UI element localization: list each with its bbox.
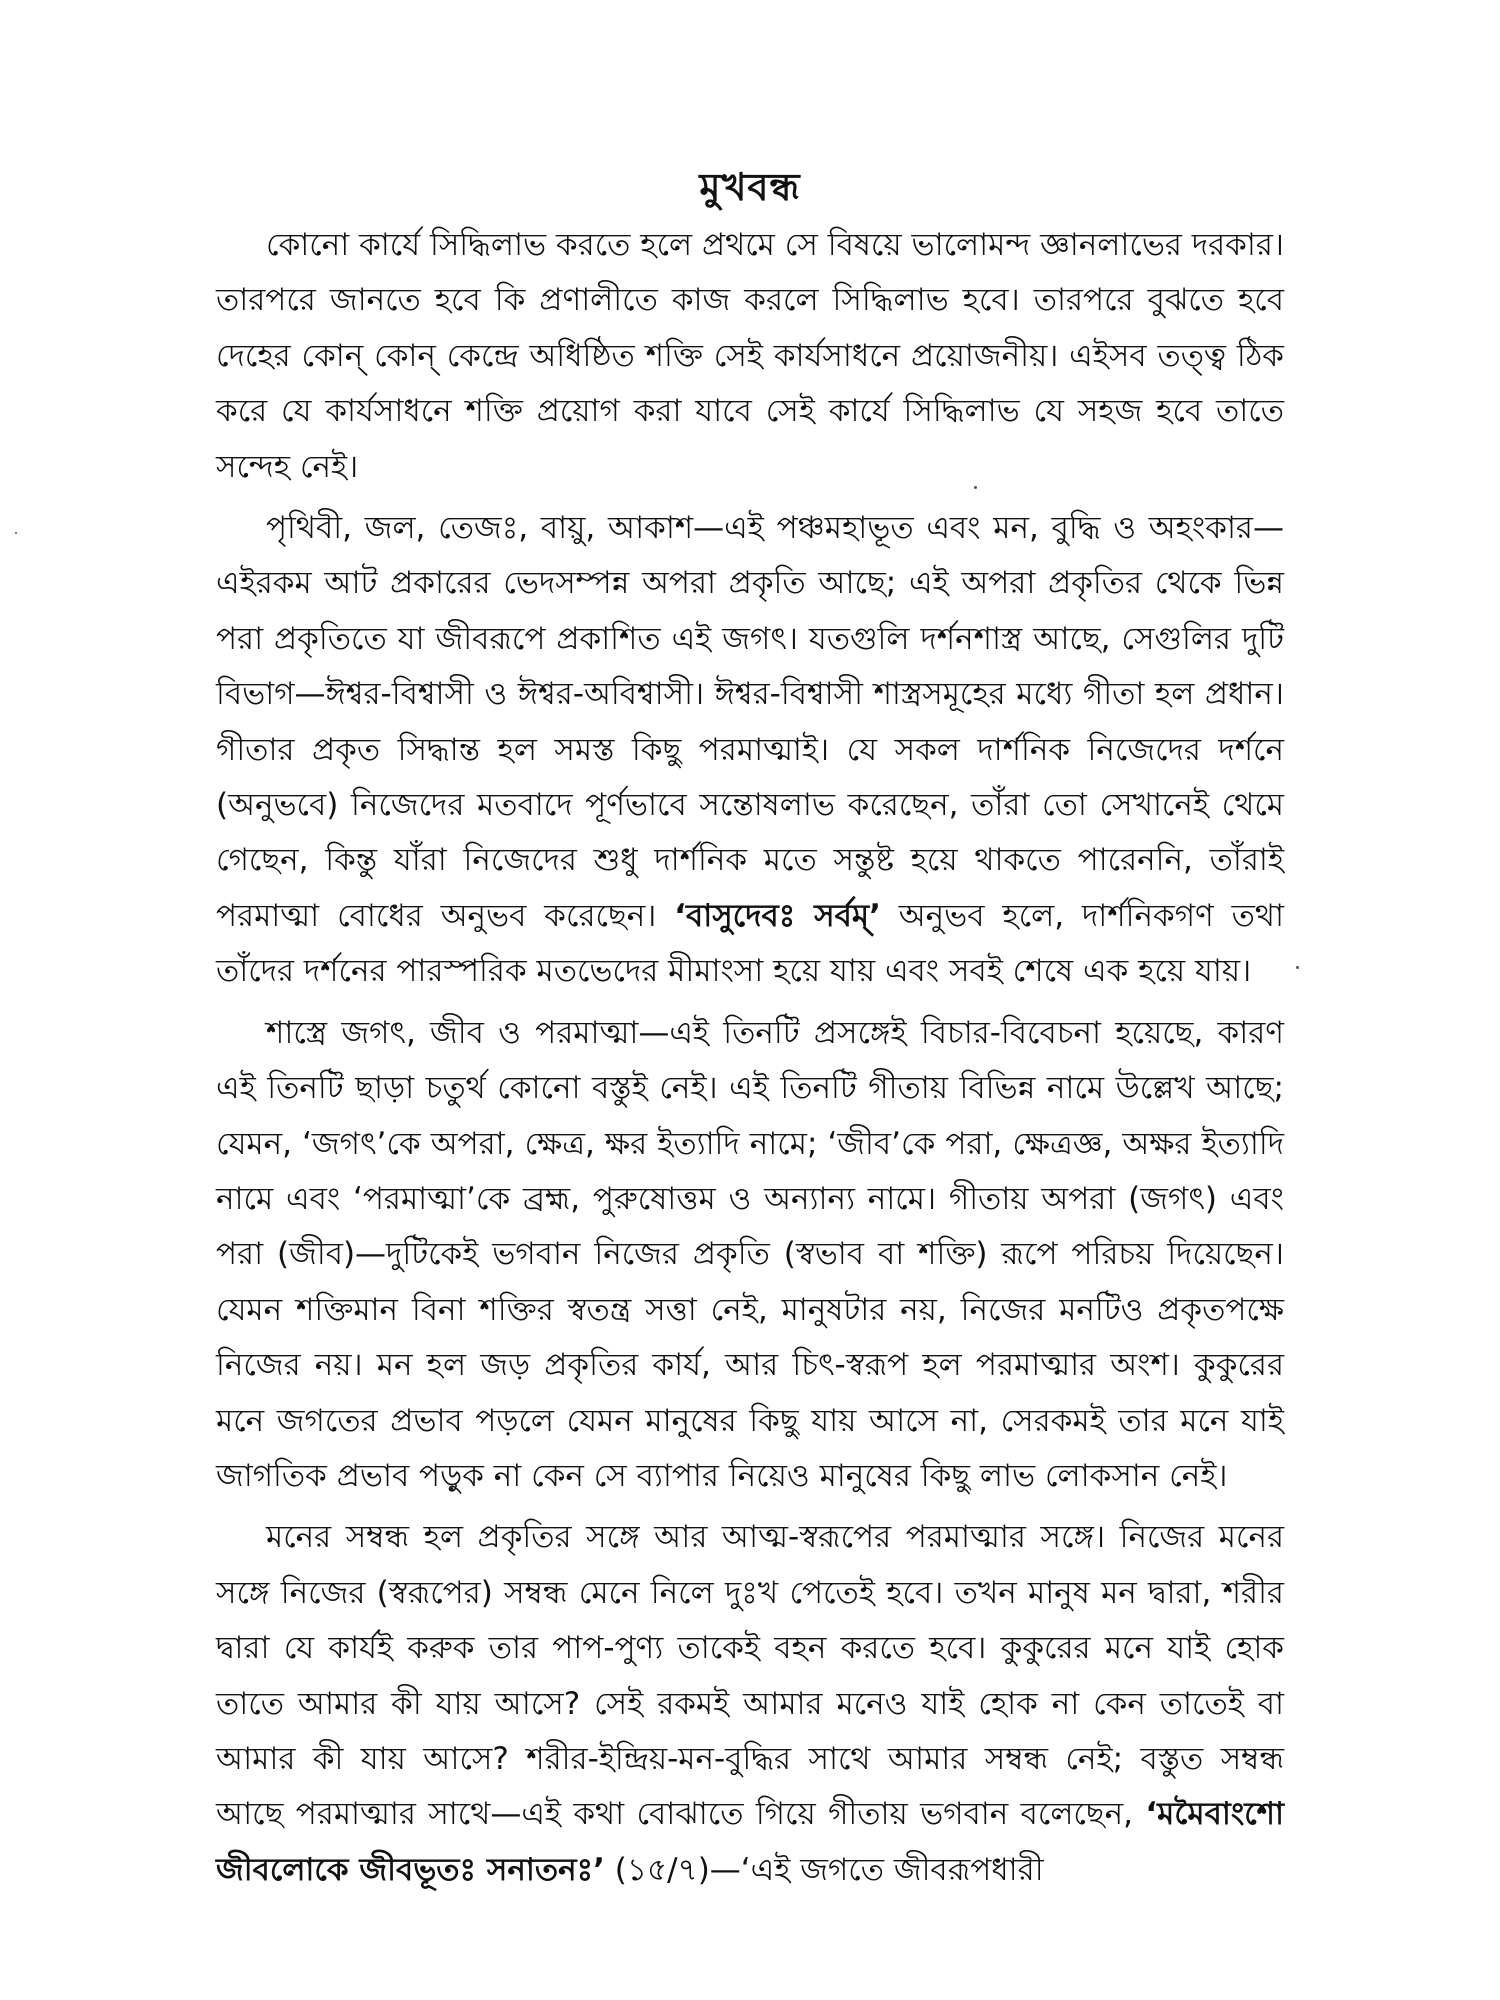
paragraph-4 [216, 1510, 1284, 1898]
page-title: মুখবন্ধ [699, 165, 801, 209]
paragraph-3: শাস্ত্রে জগৎ, জীব ও পরমাত্মা—এই তিনটি প্রসঙ্গেই বিচার-বিবেচনা হয়েছে, কারণ এই তিনটি ছাড়া চতুর্থ কোনো বস্তুই নেই। এই তিনটি গীতায় বিভিন্ন নামে উল্লেখ আছে; যেমন, ‘জগৎ’কে অপরা, ক্ষেত্র, ক্ষর ইত্যাদি নামে; ‘জীব’কে পরা, ক্ষেত্রজ্ঞ, অক্ষর ইত্যাদি নামে এবং ‘পরমাত্মা’কে ব্রহ্ম, পুরুষোত্তম ও অন্যান্য নামে। গীতায় অপরা (জগৎ) এবং পরা (জীব)—দুটিকেই ভগবান নিজের প্রকৃতি (স্বভাব বা শক্তি) রূপে পরিচয় দিয়েছেন। যেমন শক্তিমান বিনা শক্তির স্বতন্ত্র সত্তা নেই, মানুষটার নয়, নিজের মনটিও প্রকৃতপক্ষে নিজের নয়। মন হল জড় প্রকৃতির কার্য, আর চিৎ-স্বরূপ হল পরমাত্মার অংশ। কুকুরের মনে জগতের প্রভাব পড়লে যেমন মানুষের কিছু যায় আসে না, সেরকমই তার মনে যাই জাগতিক প্রভাব পড়ুক না কেন সে ব্যাপার নিয়েও মানুষের কিছু লাভ লোকসান নেই। [216, 1014, 1284, 1494]
paragraph-4-emphasis: ‘মমৈবাংশো জীবলোকে জীবভূতঃ সনাতনঃ’ [216, 1796, 1284, 1888]
body-text [216, 218, 1284, 1898]
paragraph-4-text-after: (১৫/৭)—‘এই জগতে জীবরূপধারী [604, 1851, 1044, 1888]
paragraph-4-text-before: মনের সম্বন্ধ হল প্রকৃতির সঙ্গে আর আত্ম-স্বরূপের পরমাত্মার সঙ্গে। নিজের মনের সঙ্গে নিজের (স্বরূপের) সম্বন্ধ মেনে নিলে দুঃখ পেতেই হবে। তখন মানুষ মন দ্বারা, শরীর দ্বারা যে কার্যই করুক তার পাপ-পুণ্য তাকেই বহন করতে হবে। কুকুরের মনে যাই হোক তাতে আমার কী যায় আসে? সেই রকমই আমার মনেও যাই হোক না কেন তাতেই বা আমার কী যায় আসে? শরীর-ইন্দ্রিয়-মন-বুদ্ধির সাথে আমার সম্বন্ধ নেই; বস্তুত সম্বন্ধ আছে পরমাত্মার সাথে—এই কথা বোঝাতে গিয়ে গীতায় ভগবান বলেছেন, [216, 1519, 1284, 1833]
paragraph-2 [216, 501, 1284, 1000]
scan-speck [974, 486, 977, 489]
paragraph-2-text-before: পৃথিবী, জল, তেজঃ, বায়ু, আকাশ—এই পঞ্চমহাভূত এবং মন, বুদ্ধি ও অহংকার—এইরকম আট প্রকারের ভেদসম্পন্ন অপরা প্রকৃতি আছে; এই অপরা প্রকৃতির থেকে ভিন্ন পরা প্রকৃতিতে যা জীবরূপে প্রকাশিত এই জগৎ। যতগুলি দর্শনশাস্ত্র আছে, সেগুলির দুটি বিভাগ—ঈশ্বর-বিশ্বাসী ও ঈশ্বর-অবিশ্বাসী। ঈশ্বর-বিশ্বাসী শাস্ত্রসমূহের মধ্যে গীতা হল প্রধান। গীতার প্রকৃত সিদ্ধান্ত হল সমস্ত কিছু পরমাত্মাই। যে সকল দার্শনিক নিজেদের দর্শনে (অনুভবে) নিজেদের মতবাদে পূর্ণভাবে সন্তোষলাভ করেছেন, তাঁরা তো সেখানেই থেমে গেছেন, কিন্তু যাঁরা নিজেদের শুধু দার্শনিক মতে সন্তুষ্ট হয়ে থাকতে পারেননি, তাঁরাই পরমাত্মা বোধের অনুভব করেছেন। [216, 510, 1284, 934]
scan-speck [15, 532, 17, 534]
paragraph-2-text-after: অনুভব হলে, দার্শনিকগণ তথা তাঁদের দর্শনের পারস্পরিক মতভেদের মীমাংসা হয়ে যায় এবং সবই শেষে এক হয়ে যায়। [216, 897, 1284, 990]
paragraph-2-emphasis: ‘বাসুদেবঃ সর্বম্’ [674, 897, 881, 934]
paragraph-1: কোনো কার্যে সিদ্ধিলাভ করতে হলে প্রথমে সে বিষয়ে ভালোমন্দ জ্ঞানলাভের দরকার। তারপরে জানতে হবে কি প্রণালীতে কাজ করলে সিদ্ধিলাভ হবে। তারপরে বুঝতে হবে দেহের কোন্ কোন্ কেন্দ্রে অধিষ্ঠিত শক্তি সেই কার্যসাধনে প্রয়োজনীয়। এইসব তত্ত্ব ঠিক করে যে কার্যসাধনে শক্তি প্রয়োগ করা যাবে সেই কার্যে সিদ্ধিলাভ যে সহজ হবে তাতে সন্দেহ নেই। [216, 227, 1284, 485]
scan-speck [1296, 966, 1299, 969]
